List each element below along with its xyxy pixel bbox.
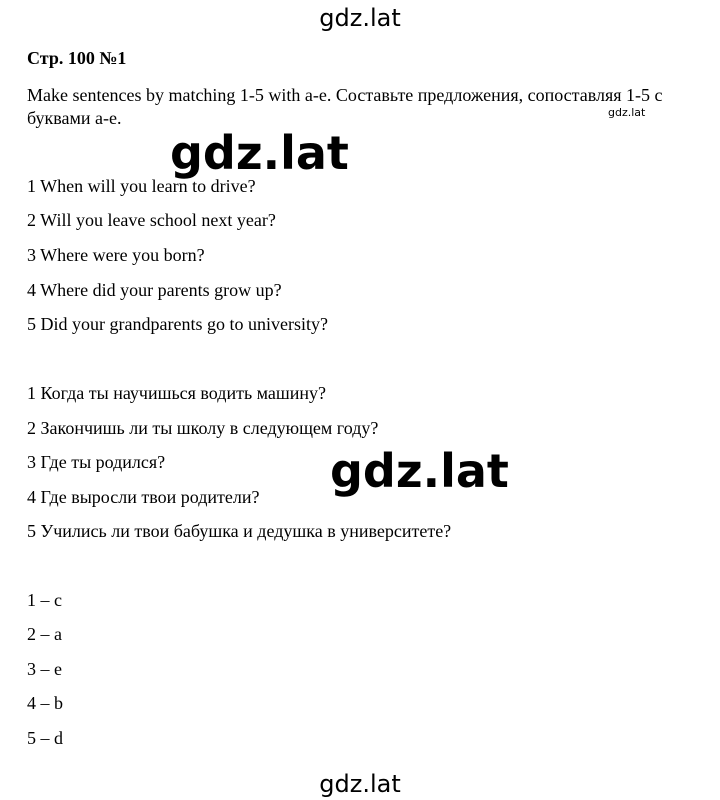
watermark-large-2: gdz.lat — [330, 444, 509, 498]
page-title: Стр. 100 №1 — [27, 48, 127, 68]
answer-4: 4 – b — [27, 693, 63, 713]
watermark-large-1: gdz.lat — [170, 126, 349, 180]
question-ru-1: 1 Когда ты научишься водить машину? — [27, 383, 327, 403]
answer-1: 1 – c — [27, 590, 62, 610]
question-en-5: 5 Did your grandparents go to university? — [27, 314, 328, 334]
question-en-2: 2 Will you leave school next year? — [27, 210, 276, 230]
answer-2: 2 – a — [27, 624, 62, 644]
question-en-3: 3 Where were you born? — [27, 245, 205, 265]
watermark-bottom: gdz.lat — [319, 770, 401, 798]
question-ru-3: 3 Где ты родился? — [27, 452, 166, 472]
question-ru-5: 5 Учились ли твои бабушка и дедушка в университете? — [27, 521, 452, 541]
question-ru-2: 2 Закончишь ли ты школу в следующем году? — [27, 418, 379, 438]
answer-3: 3 – e — [27, 659, 62, 679]
answer-5: 5 – d — [27, 728, 63, 748]
question-ru-4: 4 Где выросли твои родители? — [27, 487, 260, 507]
question-en-1: 1 When will you learn to drive? — [27, 176, 256, 196]
watermark-small: gdz.lat — [608, 106, 646, 119]
watermark-top: gdz.lat — [319, 4, 401, 32]
instructions-text: Make sentences by matching 1-5 with a-e. Составьте предложения, сопоставляя 1-5 с буквами a-e. — [27, 85, 663, 128]
question-en-4: 4 Where did your parents grow up? — [27, 280, 282, 300]
